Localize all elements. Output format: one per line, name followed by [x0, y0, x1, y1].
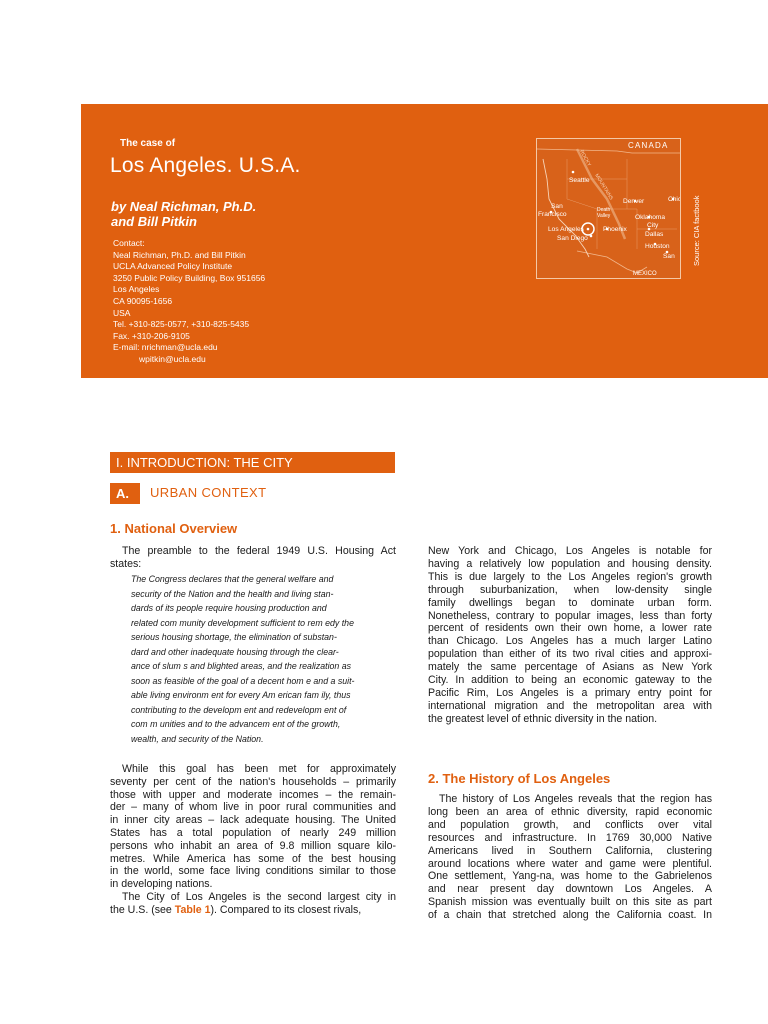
left-intro — [110, 545, 396, 571]
map-label-houston: Houston — [645, 243, 670, 250]
contact-line: Tel. +310-825-0577, +310-825-5435 — [113, 319, 250, 330]
text-line: City. In addition to being an economic gateway to the — [428, 674, 712, 687]
text-line: The City of Los Angeles is the second largest city in — [122, 890, 396, 903]
text-fragment: ). Compared to its closest rivals, — [210, 903, 362, 916]
map-label-oklahoma-2: City — [647, 222, 659, 229]
left-paragraph-2 — [110, 763, 396, 917]
text-line: than Chicago. Los Angeles has a much larger Latino — [428, 635, 712, 648]
quote-line: wealth, and security of the Nation. — [131, 733, 264, 744]
email-link[interactable]: E-mail: nrichman@ucla.edu — [113, 342, 218, 353]
map-label-san-antonio: San — [663, 253, 675, 260]
quote-line: able living environm ent for every Am erican fam ily, thus — [131, 690, 351, 700]
contact-line: Contact: — [113, 238, 145, 248]
section-heading: I. INTRODUCTION: THE CITY — [110, 452, 395, 473]
case-of-label: The case of — [120, 138, 176, 149]
text-line: and population growth, and conflicts over vital — [428, 818, 712, 831]
text-line: and near present day downtown Los Angeles. A — [428, 883, 712, 896]
table-1-link[interactable]: Table 1 — [174, 903, 211, 916]
text-line — [110, 904, 396, 917]
page-title: Los Angeles. U.S.A. — [110, 154, 301, 177]
right-paragraph-1 — [428, 545, 712, 726]
text-line: through suburbanization, when low-density single — [428, 583, 712, 596]
map-label-seattle: Seattle — [569, 177, 590, 184]
author-line-2: and Bill Pitkin — [111, 214, 197, 229]
quote-line: serious housing shortage, the elimination of substan- — [131, 632, 337, 642]
quote-line: related com munity development sufficient to rem edy the — [131, 617, 354, 628]
map-label-oklahoma-1: Oklahoma — [635, 214, 666, 221]
text-line: metres. While America has some of the best housing — [110, 852, 396, 865]
contact-line: 3250 Public Policy Building, Box 951656 — [113, 272, 266, 283]
text-line: resources and infrastructure. In 1769 30,000 Native — [428, 831, 712, 844]
quote-line: security of the Nation and the health and living stan- — [131, 588, 334, 599]
text-line: of a chain that stretched along the California coast. In — [428, 909, 712, 922]
text-line: in the world, some face living conditions similar to those — [110, 865, 396, 878]
text-line: having a relatively low population and housing density. — [428, 557, 712, 570]
quote-line: contributing to the developm ent and redevelopm ent of — [131, 704, 347, 715]
right-history — [428, 793, 712, 922]
quote-line: The Congress declares that the general welfare and — [131, 574, 334, 584]
map-source-caption: Source: CIA factbook — [692, 195, 701, 266]
map-label-los-angeles: Los Angeles — [548, 226, 584, 233]
text-line: persons who inhabit an area of 9.8 million square kilo- — [110, 839, 396, 852]
text-line: those with upper and moderate incomes – the remain- — [110, 788, 396, 801]
text-line: long been an area of ethnic diversity, rapid economic — [428, 805, 712, 818]
map-label-chicago: Chic — [668, 196, 680, 203]
map-label-phoenix: Phoenix — [603, 226, 627, 233]
quote-line: soon as feasible of the goal of a decent hom e and a suit- — [131, 675, 355, 686]
map-label-canada: CANADA — [628, 141, 669, 150]
text-line: in developing nations. — [110, 878, 213, 891]
quote-line: ance of slum s and blighted areas, and the realization as — [131, 661, 352, 671]
text-line: States has a total population of nearly 249 million — [110, 826, 396, 839]
text-fragment: the U.S. (see — [110, 903, 175, 916]
quote-line: dard and other inadequate housing through the clear- — [131, 646, 339, 657]
text-line: population than either of its two rival cities and approxi- — [428, 648, 712, 661]
quote-line: com m unities and to the advancem ent of the growth, — [131, 719, 341, 729]
us-map-inset — [536, 138, 681, 279]
text-line: This is due largely to the Los Angeles region's growth — [428, 570, 712, 583]
text-line: international migration and the metropolitan area with — [428, 699, 712, 712]
map-label-denver: Denver — [623, 198, 645, 205]
map-label-san-francisco-1: San — [551, 203, 563, 210]
heading-history: 2. The History of Los Angeles — [428, 771, 611, 786]
subsection-letter: A. — [110, 483, 140, 504]
us-map-graphic — [537, 139, 680, 278]
text-line: Spanish mission was eventually built on this site as part — [428, 896, 712, 909]
author-line-1: by Neal Richman, Ph.D. — [111, 199, 257, 214]
authors — [111, 199, 256, 229]
contact-line: Fax. +310-206-9105 — [113, 330, 190, 341]
text-line: mately the same percentage of Asians as New York — [428, 661, 712, 674]
map-label-mountains: MOUNTAINS — [593, 172, 615, 202]
text-line: While this goal has been met for approximately — [122, 763, 396, 775]
text-line: One settlement, Yang-na, was home to the Gabrielenos — [428, 870, 712, 883]
text-line: The preamble to the federal 1949 U.S. Housing Act — [122, 545, 396, 557]
text-line: Nonetheless, contrary to popular images, less than forty — [428, 609, 712, 622]
map-label-mexico: MEXICO — [633, 271, 657, 277]
subsection-label: URBAN CONTEXT — [150, 485, 267, 500]
text-line: percent of residents own their own home, a lower rate — [428, 622, 712, 635]
text-line: in inner city areas – lack adequate housing. The United — [110, 814, 396, 827]
text-line: der – many of whom live in poor rural communities and — [110, 801, 396, 814]
text-line: the greatest level of ethnic diversity in the nation. — [428, 712, 658, 725]
contact-line: Los Angeles — [113, 284, 160, 295]
housing-act-quote — [131, 572, 390, 746]
contact-line: Neal Richman, Ph.D. and Bill Pitkin — [113, 249, 246, 260]
email-link[interactable]: wpitkin@ucla.edu — [113, 353, 206, 364]
quote-line: dards of its people require housing production and — [131, 603, 327, 613]
contact-line: USA — [113, 307, 131, 318]
contact-line: UCLA Advanced Policy Institute — [113, 261, 233, 272]
map-label-dallas: Dallas — [645, 231, 664, 238]
map-label-death-valley-1: Death — [597, 207, 611, 213]
text-line: around locations where water and game were plentiful. — [428, 857, 712, 870]
map-label-san-francisco-2: Francisco — [538, 211, 567, 218]
contact-line: CA 90095-1656 — [113, 295, 173, 306]
heading-national-overview: 1. National Overview — [110, 521, 238, 536]
text-line: Americans lived in Southern California, clustering — [428, 844, 712, 857]
text-line: seventy per cent of the nation's households – primarily — [110, 775, 396, 788]
text-line: states: — [110, 557, 142, 570]
map-label-san-diego: San Diego — [557, 235, 588, 242]
text-line: The history of Los Angeles reveals that the region has — [439, 793, 712, 805]
map-label-death-valley-2: Valley — [597, 213, 611, 219]
text-line: family dwellings began to dominate urban form. — [428, 596, 712, 609]
contact-block — [113, 238, 265, 366]
text-line: New York and Chicago, Los Angeles is notable for — [428, 545, 712, 557]
text-line: Pacific Rim, Los Angeles is a primary entry point for — [428, 686, 712, 699]
map-label-rocky: ROCKY — [578, 149, 592, 168]
